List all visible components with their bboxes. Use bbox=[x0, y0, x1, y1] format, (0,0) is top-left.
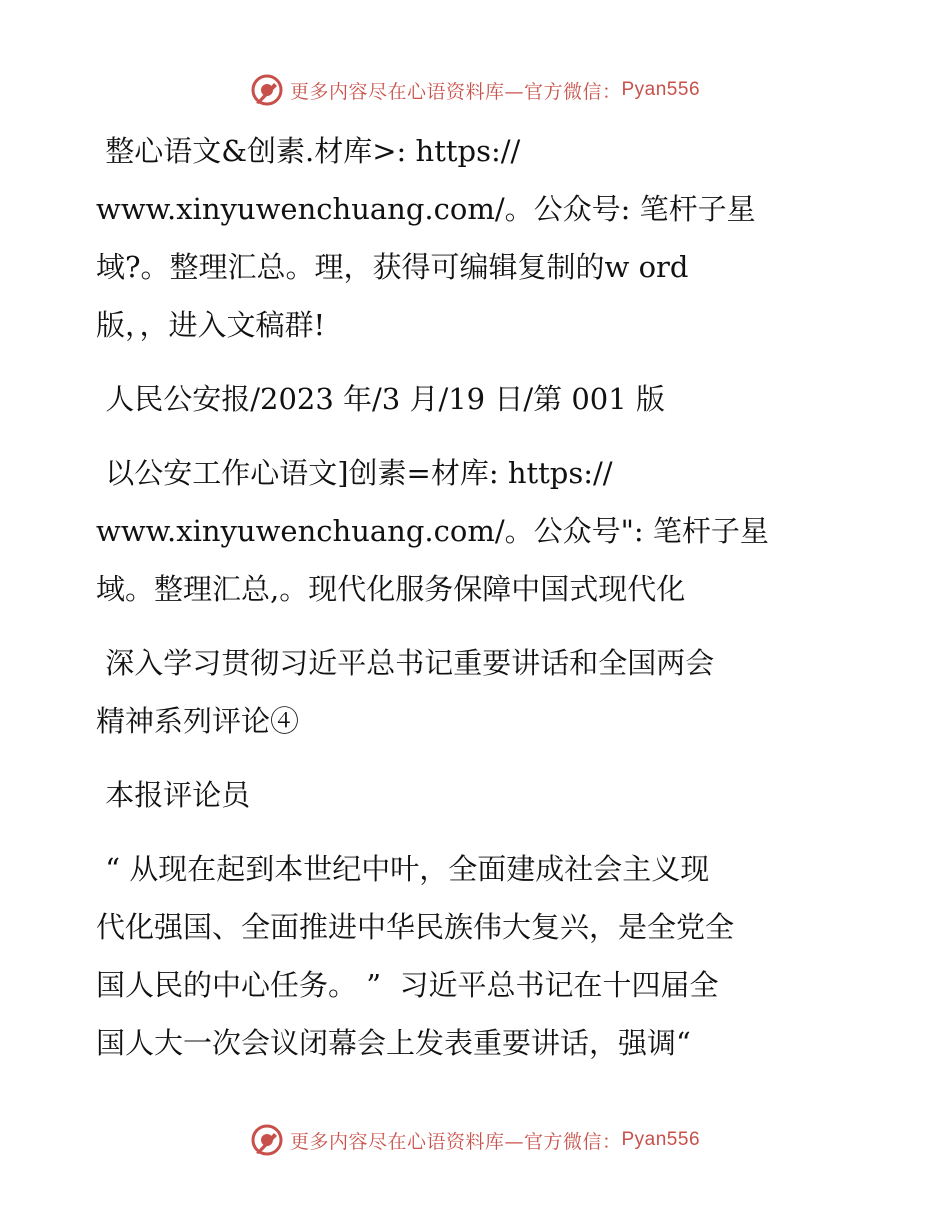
footer-banner bbox=[0, 1120, 950, 1160]
header-banner bbox=[0, 70, 950, 110]
paragraph-intro: 整心语文&创素.材库>: https:// www.xinyuwenchuang.com/。公众号: 笔杆子星 域?。整理汇总。理，获得可编辑复制的w ord 版，，进入文稿群! bbox=[96, 134, 756, 342]
footer-text: 更多内容尽在心语资料库—官方微信： bbox=[289, 1130, 622, 1153]
header-text: 更多内容尽在心语资料库—官方微信： bbox=[289, 80, 622, 103]
header-wechat: Pyan556 bbox=[621, 79, 701, 100]
paragraph-author: 本报评论员 bbox=[96, 778, 251, 812]
pen-logo-icon bbox=[250, 1123, 284, 1157]
pen-logo-icon bbox=[250, 73, 284, 107]
paragraph-source: 人民公安报/2023 年/3 月/19 日/第 001 版 bbox=[96, 382, 665, 416]
paragraph-body: “ 从现在起到本世纪中叶，全面建成社会主义现 代化强国、全面推进中华民族伟大复兴，是全党全 国人民的中心任务。 ” 习近平总书记在十四届全 国人大一次会议闭幕会上发表重要讲话，强调“ bbox=[96, 852, 735, 1060]
footer-wechat: Pyan556 bbox=[621, 1129, 701, 1150]
paragraph-subtitle: 深入学习贯彻习近平总书记重要讲话和全国两会 精神系列评论④ bbox=[96, 646, 715, 738]
paragraph-title: 以公安工作心语文]创素=材库: https:// www.xinyuwenchuang.com/。公众号": 笔杆子星 域。整理汇总,。现代化服务保障中国式现代化 bbox=[96, 456, 769, 606]
document-body bbox=[96, 122, 866, 1072]
